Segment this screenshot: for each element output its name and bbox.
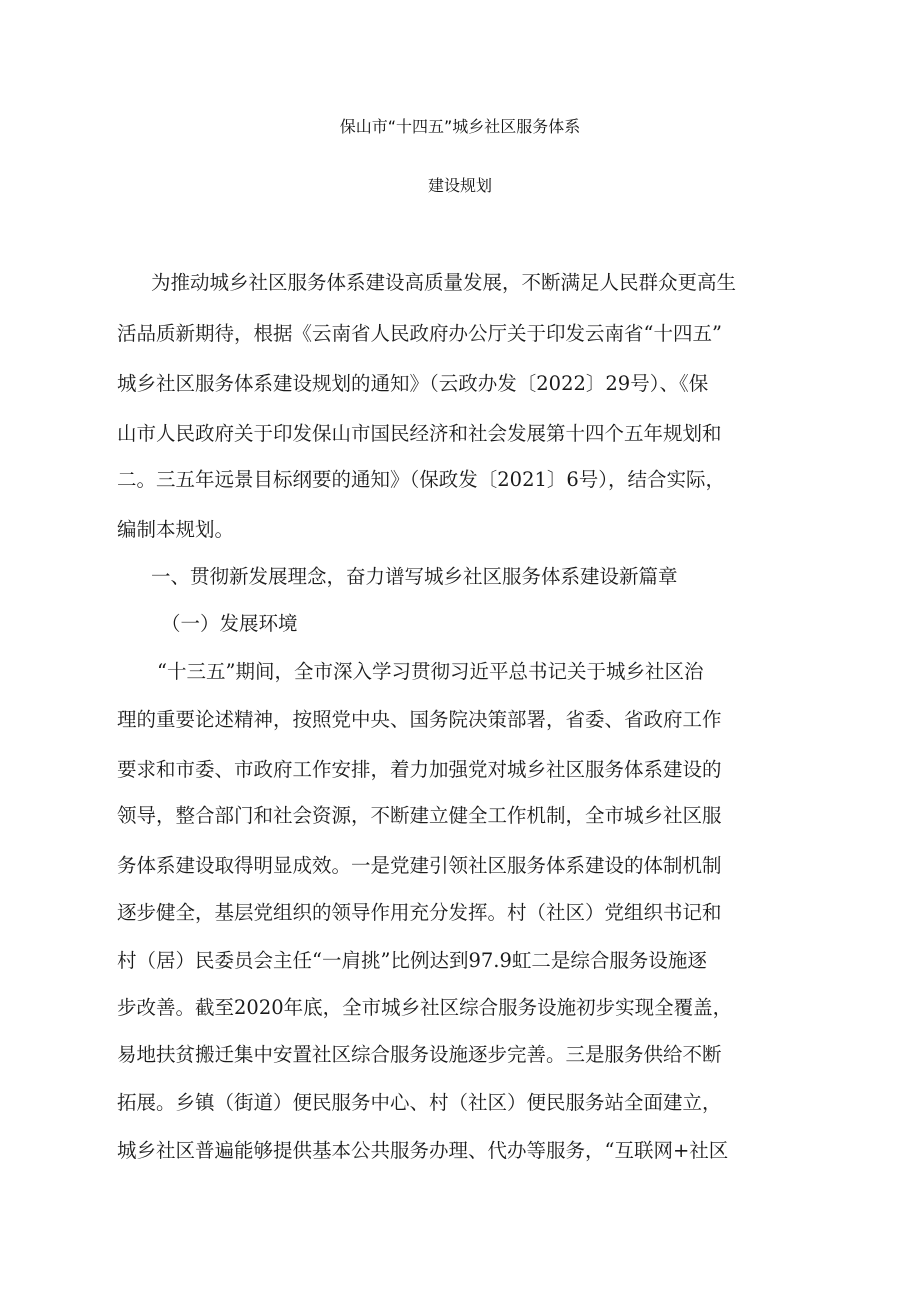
section-heading: 一、贯彻新发展理念，奋力谱写城乡社区服务体系建设新篇章 xyxy=(151,565,678,588)
intro-line: 编制本规划。 xyxy=(117,518,235,541)
body-line: “十三五”期间，全市深入学习贯彻习近平总书记关于城乡社区治 xyxy=(157,660,704,683)
intro-line: 活品质新期待，根据《云南省人民政府办公厅关于印发云南省“十四五” xyxy=(117,322,722,345)
intro-line: 城乡社区服务体系建设规划的通知》（云政办发〔2022〕29号）、《保 xyxy=(117,372,709,395)
intro-line: 山市人民政府关于印发保山市国民经济和社会发展第十四个五年规划和 xyxy=(117,422,722,445)
document-title-line-1: 保山市“十四五”城乡社区服务体系 xyxy=(339,117,581,136)
document-title-line-2: 建设规划 xyxy=(427,176,492,195)
body-line: 步改善。截至2020年底，全市城乡社区综合服务设施初步实现全覆盖， xyxy=(117,996,733,1019)
body-line: 拓展。乡镇（街道）便民服务中心、村（社区）便民服务站全面建立， xyxy=(117,1091,722,1114)
subsection-heading: （一）发展环境 xyxy=(161,612,298,635)
body-line: 逐步健全，基层党组织的领导作用充分发挥。村（社区）党组织书记和 xyxy=(117,901,722,924)
body-line: 领导，整合部门和社会资源，不断建立健全工作机制，全市城乡社区服 xyxy=(117,804,722,827)
intro-line: 二。三五年远景目标纲要的通知》（保政发〔2021〕6号），结合实际， xyxy=(117,468,726,491)
body-line: 务体系建设取得明显成效。一是党建引领社区服务体系建设的体制机制 xyxy=(117,854,722,877)
intro-line: 为推动城乡社区服务体系建设高质量发展，不断满足人民群众更高生 xyxy=(151,271,737,294)
body-line: 城乡社区普遍能够提供基本公共服务办理、代办等服务，“互联网+社区 xyxy=(117,1139,729,1162)
body-line: 易地扶贫搬迁集中安置社区综合服务设施逐步完善。三是服务供给不断 xyxy=(117,1043,722,1066)
body-line: 村（居）民委员会主任“一肩挑”比例达到97.9虹二是综合服务设施逐 xyxy=(117,949,707,972)
body-line: 理的重要论述精神，按照党中央、国务院决策部署，省委、省政府工作 xyxy=(117,708,722,731)
body-line: 要求和市委、市政府工作安排，着力加强党对城乡社区服务体系建设的 xyxy=(117,758,722,781)
